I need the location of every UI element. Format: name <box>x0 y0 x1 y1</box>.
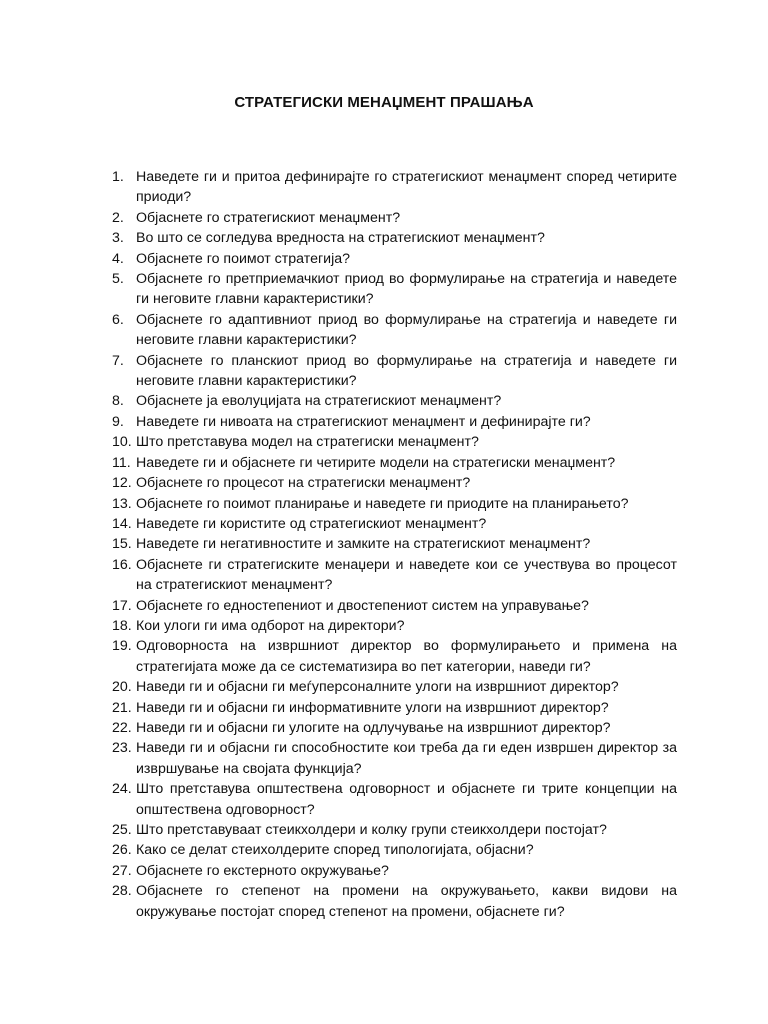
list-item <box>112 453 677 473</box>
question-number: 10. <box>112 434 132 451</box>
question-text: Наведи ги и објасни ги способностите кои треба да ги еден извршен директор за извршување на својата функција? <box>136 740 677 777</box>
question-text: Во што се согледува вредноста на стратегискиот менаџмент? <box>136 230 545 247</box>
question-number: 17. <box>112 597 132 614</box>
question-text: Наведете ги користите од стратегискиот менаџмент? <box>136 515 487 532</box>
question-text: Објаснете ги стратегиските менаџери и наведете кои се учествува во процесот на стратегискиот менаџмент? <box>136 556 677 594</box>
question-list <box>112 167 677 922</box>
question-number: 5. <box>112 271 124 288</box>
question-number: 14. <box>112 515 132 532</box>
question-number: 23. <box>112 740 132 757</box>
question-number: 2. <box>112 209 124 226</box>
question-number: 1. <box>112 169 124 185</box>
question-text: Кои улоги ги има одборот на директори? <box>136 617 405 634</box>
question-number: 7. <box>112 352 124 369</box>
question-text: Објаснете го екстерното окружување? <box>136 862 389 879</box>
list-item <box>112 228 677 248</box>
question-text: Објаснете го степенот на промени на окружувањето, какви видови на окружување постојат според степенот на промени, објаснете ги? <box>136 883 677 920</box>
list-item <box>112 820 677 840</box>
question-number: 19. <box>112 638 132 655</box>
question-text: Објаснете го процесот на стратегиски менаџмент? <box>136 475 471 492</box>
list-item <box>112 616 677 636</box>
question-text: Објаснете го поимот стратегија? <box>136 250 351 267</box>
list-item <box>112 494 677 514</box>
question-text: Наведете ги нивоата на стратегискиот менаџмент и дефинирајте ги? <box>136 413 591 430</box>
question-text: Објаснете го адаптивниот приод во формулирање на стратегија и наведете ги неговите главни карактеристики? <box>136 311 677 349</box>
list-item <box>112 840 677 860</box>
question-text: Објаснете го стратегискиот менаџмент? <box>136 209 401 226</box>
question-number: 11. <box>112 454 131 471</box>
question-number: 6. <box>112 311 124 328</box>
question-text: Што претставува модел на стратегиски менаџмент? <box>136 434 479 451</box>
list-item <box>112 167 677 208</box>
question-text: Како се делат стеихолдерите според типологијата, објасни? <box>136 842 534 859</box>
question-number: 12. <box>112 475 132 492</box>
list-item <box>112 432 677 452</box>
question-text: Наведи ги и објасни ги информативните улоги на извршниот директор? <box>136 699 609 716</box>
list-item <box>112 473 677 493</box>
list-item <box>112 779 677 820</box>
list-item <box>112 391 677 411</box>
question-number: 9. <box>112 413 124 430</box>
question-number: 16. <box>112 556 132 573</box>
list-item <box>112 738 677 779</box>
list-item <box>112 555 677 596</box>
list-item <box>112 881 677 922</box>
list-item <box>112 636 677 677</box>
list-item <box>112 596 677 616</box>
question-number: 24. <box>112 781 132 798</box>
question-number: 27. <box>112 862 132 879</box>
list-item <box>112 249 677 269</box>
page-title: СТРАТЕГИСКИ МЕНАЏМЕНТ ПРАШАЊА <box>234 94 534 111</box>
list-item <box>112 208 677 228</box>
question-text: Наведи ги и објасни ги меѓуперсоналните улоги на извршниот директор? <box>136 679 619 696</box>
question-number: 26. <box>112 842 132 859</box>
question-text: Наведете ги и притоа дефинирајте го стратегискиот менаџмент според четирите приоди? <box>136 169 677 206</box>
question-text: Наведи ги и објасни ги улогите на одлучување на извршниот директор? <box>136 719 611 736</box>
question-text: Наведете ги и објаснете ги четирите модели на стратегиски менаџмент? <box>136 454 616 471</box>
list-item <box>112 514 677 534</box>
list-item <box>112 310 677 351</box>
question-number: 3. <box>112 230 124 247</box>
list-item <box>112 269 677 310</box>
question-number: 20. <box>112 679 132 696</box>
question-number: 21. <box>112 699 132 716</box>
question-text: Наведете ги негативностите и замките на стратегискиот менаџмент? <box>136 536 591 553</box>
question-number: 8. <box>112 393 124 410</box>
question-number: 13. <box>112 495 132 512</box>
list-item <box>112 412 677 432</box>
question-text: Одговорноста на извршниот директор во формулирањето и примена на стратегијата може да се систематизира во пет категории, наведи ги? <box>136 638 677 675</box>
question-text: Објаснете ја еволуцијата на стратегискиот менаџмент? <box>136 393 502 410</box>
list-item <box>112 718 677 738</box>
question-number: 28. <box>112 883 132 900</box>
list-item <box>112 698 677 718</box>
question-number: 18. <box>112 617 132 634</box>
question-text: Што претставуваат стеикхолдери и колку групи стеикхолдери постојат? <box>136 822 607 838</box>
question-number: 15. <box>112 536 132 553</box>
list-item <box>112 861 677 881</box>
question-text: Што претставува општествена одговорност и објаснете ги трите концепции на општествена одговорност? <box>136 781 677 818</box>
list-item <box>112 677 677 697</box>
question-text: Објаснете го претприемачкиот приод во формулирање на стратегија и наведете ги неговите главни карактеристики? <box>136 271 677 308</box>
question-number: 22. <box>112 719 132 736</box>
list-item <box>112 534 677 554</box>
list-item <box>112 351 677 392</box>
question-number: 25. <box>112 822 132 838</box>
question-text: Објаснете го едностепениот и двостепениот систем на управување? <box>136 597 589 614</box>
question-number: 4. <box>112 250 124 267</box>
question-text: Објаснете го поимот планирање и наведете ги приодите на планирањето? <box>136 495 629 512</box>
question-text: Објаснете го планскиот приод во формулирање на стратегија и наведете ги неговите главни карактеристики? <box>136 352 677 390</box>
